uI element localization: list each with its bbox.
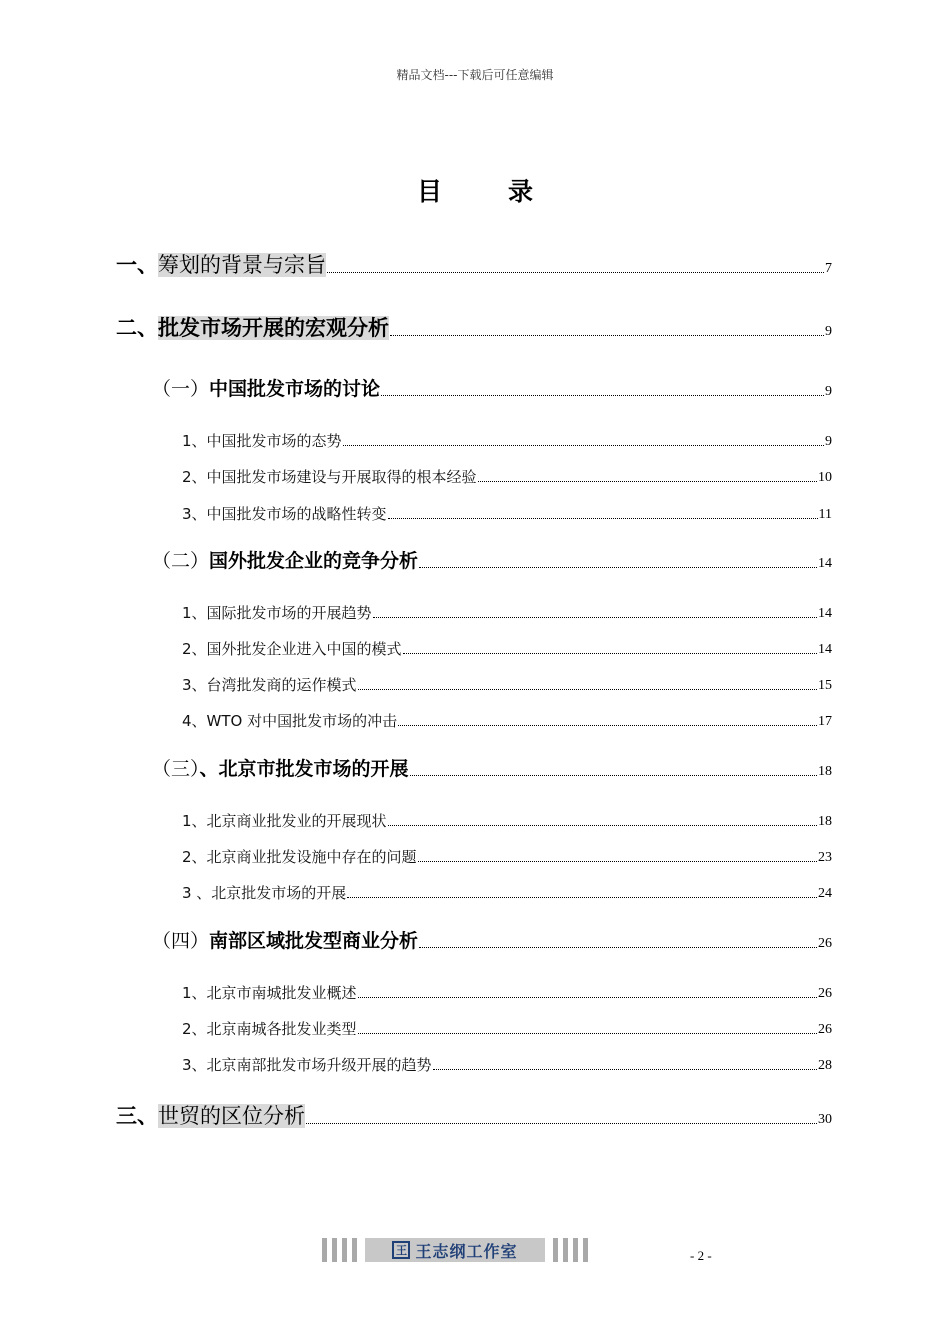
toc-entry[interactable] — [152, 929, 832, 953]
toc-title: 国外批发企业的竞争分析 — [209, 550, 419, 572]
toc-title: 南部区域批发型商业分析 — [209, 930, 419, 952]
dot-leader — [347, 897, 817, 898]
toc-entry[interactable] — [182, 983, 832, 1003]
dot-leader — [390, 335, 824, 336]
toc-entry[interactable] — [182, 847, 832, 867]
toc-page-number: 9 — [825, 324, 832, 339]
toc-page-number: 18 — [818, 814, 832, 829]
toc-number: （三） — [152, 758, 200, 780]
dot-leader — [419, 567, 817, 568]
toc-entry[interactable] — [182, 431, 832, 451]
toc-page-number: 9 — [825, 434, 832, 449]
toc-title: 2、北京商业批发设施中存在的问题 — [182, 848, 417, 866]
dot-leader — [410, 775, 817, 776]
toc-number: （一） — [152, 378, 210, 400]
dot-leader — [478, 481, 817, 482]
toc-entry[interactable] — [182, 603, 832, 623]
dot-leader — [358, 997, 817, 998]
studio-logo — [365, 1238, 545, 1262]
toc-number: （二） — [152, 550, 210, 572]
toc-page-number: 10 — [818, 470, 832, 485]
toc-entry[interactable] — [116, 252, 832, 278]
dot-leader — [343, 445, 824, 446]
dot-leader — [327, 272, 824, 273]
dot-leader — [403, 653, 817, 654]
logo-text: 王志纲工作室 — [415, 1241, 518, 1261]
toc-title: 1、中国批发市场的态势 — [182, 432, 342, 450]
dot-leader — [398, 725, 817, 726]
toc-page-number: 26 — [818, 936, 832, 951]
toc-number: （四） — [152, 930, 210, 952]
toc-page-number: 14 — [818, 642, 832, 657]
dot-leader — [418, 861, 817, 862]
toc-title: 筹划的背景与宗旨 — [158, 253, 326, 277]
toc-page-number: 23 — [818, 850, 832, 865]
title-char-left: 目 — [416, 177, 442, 206]
dot-leader — [388, 518, 818, 519]
toc-title: 中国批发市场的讨论 — [209, 378, 381, 400]
toc-title: 1、北京市南城批发业概述 — [182, 984, 357, 1002]
toc-entry[interactable] — [182, 675, 832, 695]
stripe-decoration-left — [322, 1238, 357, 1262]
toc-title: 3、台湾批发商的运作模式 — [182, 676, 357, 694]
toc-page-number: 14 — [818, 556, 832, 571]
toc-page-number: 30 — [818, 1112, 832, 1127]
page-header: 精品文档---下载后可任意编辑 — [396, 68, 554, 82]
dot-leader — [419, 947, 817, 948]
toc-title: 、北京市批发市场的开展 — [199, 758, 409, 780]
toc-title: 3、北京南部批发市场升级开展的趋势 — [182, 1056, 432, 1074]
toc-page-number: 24 — [818, 886, 832, 901]
dot-leader — [373, 617, 817, 618]
toc-title: 2、中国批发市场建设与开展取得的根本经验 — [182, 468, 477, 486]
dot-leader — [388, 825, 817, 826]
footer-logo-banner — [322, 1238, 602, 1262]
toc-entry[interactable] — [152, 549, 832, 573]
title-char-right: 录 — [508, 177, 534, 206]
toc-entry[interactable] — [182, 1019, 832, 1039]
toc-title: 4、WTO 对中国批发市场的冲击 — [182, 712, 398, 730]
toc-entry[interactable] — [152, 757, 832, 781]
toc-entry[interactable] — [182, 504, 832, 524]
toc-page-number: 26 — [818, 1022, 832, 1037]
toc-page-number: 14 — [818, 606, 832, 621]
toc-page-number: 28 — [818, 1058, 832, 1073]
toc-page-number: 18 — [818, 764, 832, 779]
toc-page-number: 9 — [825, 384, 832, 399]
toc-number: 一、 — [116, 253, 158, 277]
toc-entry[interactable] — [182, 467, 832, 487]
dot-leader — [433, 1069, 817, 1070]
toc-title: 批发市场开展的宏观分析 — [158, 316, 389, 340]
stripe-decoration-right — [553, 1238, 588, 1262]
toc-title: 2、国外批发企业进入中国的模式 — [182, 640, 402, 658]
toc-entry[interactable] — [182, 811, 832, 831]
toc-entry[interactable] — [182, 883, 832, 903]
dot-leader — [381, 395, 824, 396]
dot-leader — [306, 1123, 817, 1124]
dot-leader — [358, 1033, 817, 1034]
dot-leader — [358, 689, 817, 690]
toc-entry[interactable] — [152, 377, 832, 401]
toc-entry[interactable] — [182, 711, 832, 731]
page-title — [0, 172, 950, 208]
toc-title: 3 、北京批发市场的开展 — [182, 884, 347, 902]
toc-number: 二、 — [116, 316, 158, 340]
toc-page-number: 7 — [825, 261, 832, 276]
toc-number: 三、 — [116, 1104, 158, 1128]
toc-title: 2、北京南城各批发业类型 — [182, 1020, 357, 1038]
toc-title: 1、国际批发市场的开展趋势 — [182, 604, 372, 622]
toc-title: 3、中国批发市场的战略性转变 — [182, 505, 387, 523]
toc-title: 1、北京商业批发业的开展现状 — [182, 812, 387, 830]
toc-entry[interactable] — [182, 639, 832, 659]
toc-page-number: 26 — [818, 986, 832, 1001]
toc-page-number: 17 — [818, 714, 832, 729]
toc-title: 世贸的区位分析 — [158, 1104, 305, 1128]
toc-entry[interactable] — [182, 1055, 832, 1075]
toc-entry[interactable] — [116, 315, 832, 341]
toc-page-number: 11 — [818, 507, 832, 522]
toc-entry[interactable] — [116, 1103, 832, 1129]
logo-mark-icon: 王 — [392, 1241, 410, 1259]
toc-page-number: 15 — [818, 678, 832, 693]
page-number: - 2 - — [690, 1248, 712, 1263]
